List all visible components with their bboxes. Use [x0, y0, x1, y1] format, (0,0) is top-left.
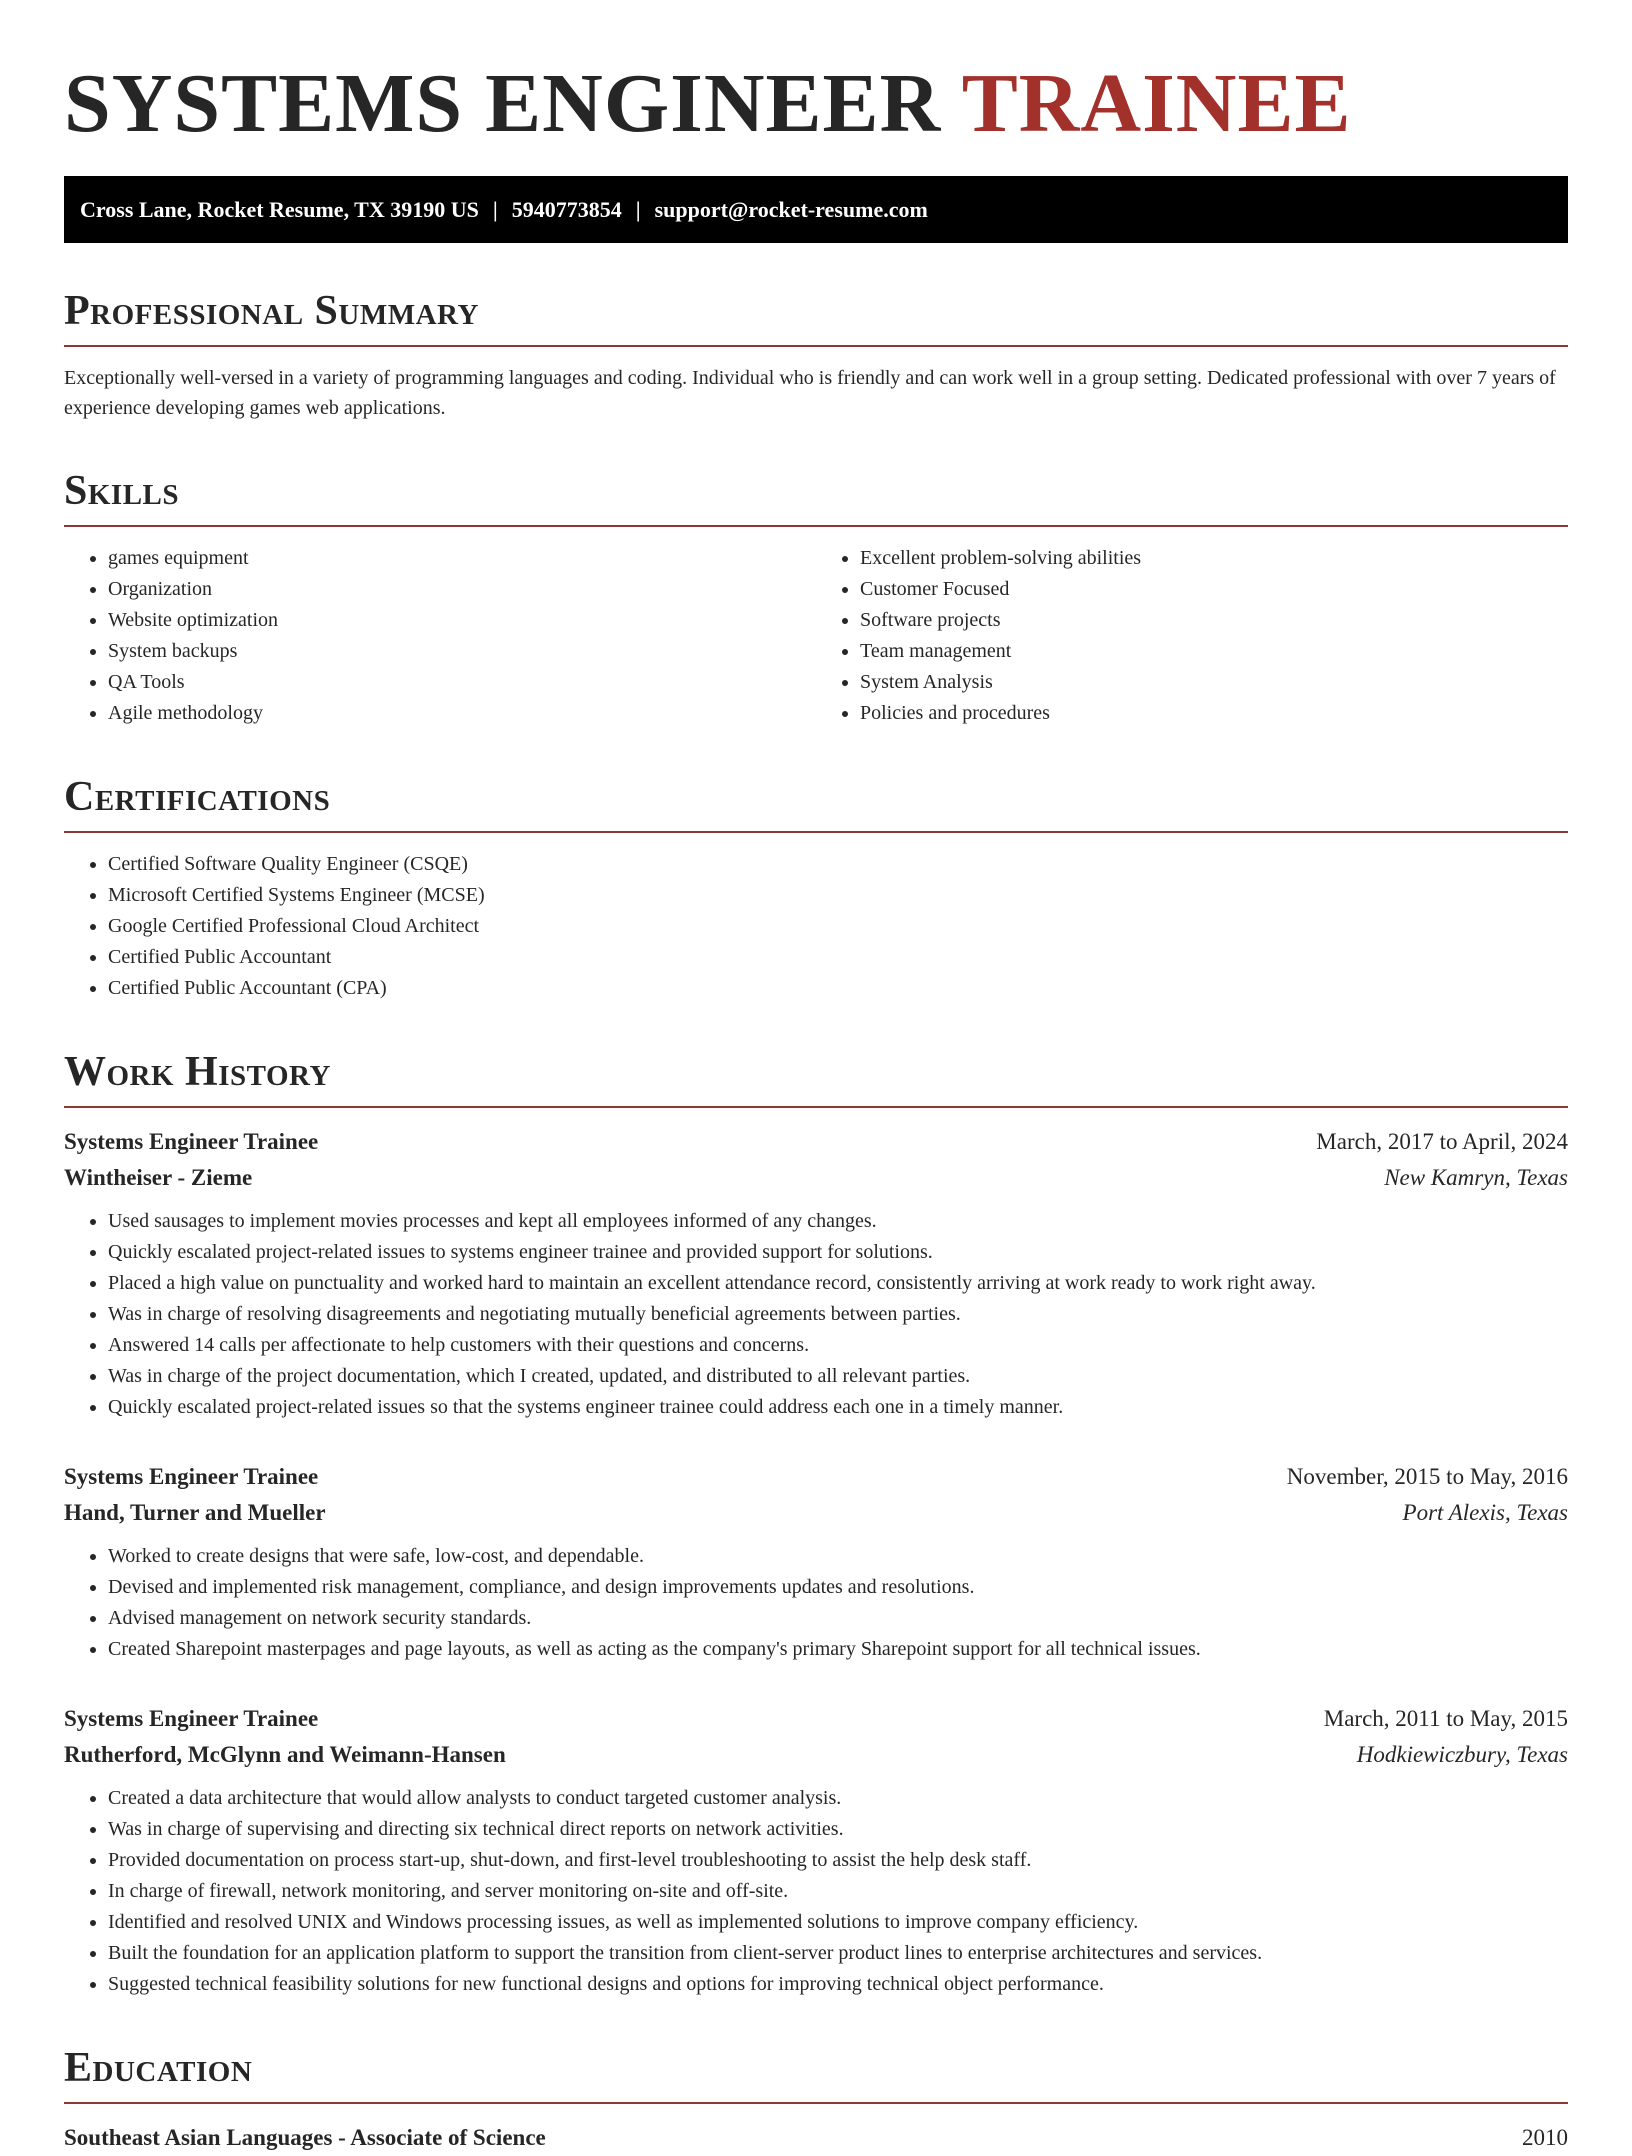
- skill-item: • Team management: [860, 636, 1568, 667]
- education-entry: [64, 2120, 1568, 2156]
- resume-title: [64, 0, 1568, 152]
- job-location: Port Alexis, Texas: [1402, 1500, 1568, 1525]
- title-accent: TRAINEE: [961, 57, 1352, 150]
- job-header-row: [64, 1459, 1568, 1495]
- skill-item: • Website optimization: [108, 605, 816, 636]
- skills-section: [64, 467, 1568, 729]
- education-degree: Southeast Asian Languages - Associate of Science: [64, 2125, 546, 2150]
- job-bullet: • Used sausages to implement movies processes and kept all employees informed of any changes.: [108, 1206, 1568, 1237]
- skill-item: • Organization: [108, 574, 816, 605]
- job-title: Systems Engineer Trainee: [64, 1129, 319, 1154]
- skill-item: • Agile methodology: [108, 698, 816, 729]
- skills-list-right: [816, 543, 1568, 729]
- job-location: Hodkiewiczbury, Texas: [1356, 1742, 1568, 1767]
- job-dates: November, 2015 to May, 2016: [1286, 1464, 1568, 1489]
- job-company-row: [64, 1495, 1568, 1531]
- job-bullets: [64, 1206, 1568, 1423]
- job-bullets: [64, 1783, 1568, 2000]
- job-bullet: • Quickly escalated project-related issues so that the systems engineer trainee could address each one in a timely manner.: [108, 1392, 1568, 1423]
- job-dates: March, 2017 to April, 2024: [1316, 1129, 1568, 1154]
- job-bullet: • Created Sharepoint masterpages and page layouts, as well as acting as the company's primary Sharepoint support for all technical issues.: [108, 1634, 1568, 1665]
- job-company: Rutherford, McGlynn and Weimann-Hansen: [64, 1742, 506, 1767]
- skill-item: • games equipment: [108, 543, 816, 574]
- contact-separator: |: [635, 196, 641, 222]
- job-company-row: [64, 1737, 1568, 1773]
- summary-section: [64, 287, 1568, 423]
- job-bullet: • Was in charge of supervising and directing six technical direct reports on network activities.: [108, 1814, 1568, 1845]
- job-bullet: • Advised management on network security standards.: [108, 1603, 1568, 1634]
- job-bullet: • Quickly escalated project-related issues to systems engineer trainee and provided support for solutions.: [108, 1237, 1568, 1268]
- job-entry: [64, 1701, 1568, 2000]
- contact-phone: 5940773854: [511, 196, 622, 222]
- job-bullet: • Answered 14 calls per affectionate to help customers with their questions and concerns.: [108, 1330, 1568, 1361]
- certifications-list: [64, 849, 1568, 1004]
- job-bullet: • In charge of firewall, network monitoring, and server monitoring on-site and off-site.: [108, 1876, 1568, 1907]
- skill-item: • System Analysis: [860, 667, 1568, 698]
- job-dates: March, 2011 to May, 2015: [1323, 1706, 1568, 1731]
- certification-item: • Certified Public Accountant (CPA): [108, 973, 1568, 1004]
- certifications-section: [64, 773, 1568, 1004]
- job-title: Systems Engineer Trainee: [64, 1464, 319, 1489]
- job-company-row: [64, 1160, 1568, 1196]
- certification-item: • Google Certified Professional Cloud Architect: [108, 911, 1568, 942]
- certification-item: • Certified Software Quality Engineer (CSQE): [108, 849, 1568, 880]
- skill-item: • Customer Focused: [860, 574, 1568, 605]
- job-bullet: • Worked to create designs that were safe, low-cost, and dependable.: [108, 1541, 1568, 1572]
- skill-item: • Excellent problem-solving abilities: [860, 543, 1568, 574]
- job-bullet: • Built the foundation for an application platform to support the transition from client-server product lines to enterprise architectures and services.: [108, 1938, 1568, 1969]
- job-bullet: • Was in charge of resolving disagreements and negotiating mutually beneficial agreements between parties.: [108, 1299, 1568, 1330]
- education-year: 2010: [1522, 2125, 1568, 2150]
- summary-text: Exceptionally well-versed in a variety of programming languages and coding. Individual who is friendly and can work well in a group setting. Dedicated professional with over 7 years of experience developing games web applications.: [64, 367, 1556, 419]
- job-company: Wintheiser - Zieme: [64, 1165, 253, 1190]
- section-heading-work-history: Work History: [64, 1048, 1568, 1108]
- job-bullet: • Was in charge of the project documentation, which I created, updated, and distributed to all relevant parties.: [108, 1361, 1568, 1392]
- contact-address: Cross Lane, Rocket Resume, TX 39190 US: [80, 196, 479, 222]
- contact-separator: |: [492, 196, 498, 222]
- job-entry: [64, 1459, 1568, 1665]
- job-company: Hand, Turner and Mueller: [64, 1500, 326, 1525]
- skills-list-left: [64, 543, 816, 729]
- contact-email: support@rocket-resume.com: [654, 196, 928, 222]
- job-bullet: • Suggested technical feasibility solutions for new functional designs and options for improving technical object performance.: [108, 1969, 1568, 2000]
- job-title: Systems Engineer Trainee: [64, 1706, 319, 1731]
- job-bullet: • Placed a high value on punctuality and worked hard to maintain an excellent attendance record, consistently arriving at work ready to work right away.: [108, 1268, 1568, 1299]
- job-header-row: [64, 1701, 1568, 1737]
- job-bullet: • Provided documentation on process start-up, shut-down, and first-level troubleshooting to assist the help desk staff.: [108, 1845, 1568, 1876]
- section-heading-summary: Professional Summary: [64, 287, 1568, 347]
- skills-grid: [64, 527, 1568, 729]
- certification-item: • Certified Public Accountant: [108, 942, 1568, 973]
- job-bullet: • Created a data architecture that would allow analysts to conduct targeted customer analysis.: [108, 1783, 1568, 1814]
- job-header-row: [64, 1124, 1568, 1160]
- work-history-section: [64, 1048, 1568, 2000]
- skill-item: • Software projects: [860, 605, 1568, 636]
- education-section: [64, 2044, 1568, 2156]
- skill-item: • System backups: [108, 636, 816, 667]
- title-main: SYSTEMS ENGINEER: [64, 57, 942, 150]
- section-heading-skills: Skills: [64, 467, 1568, 527]
- job-bullet: • Devised and implemented risk management, compliance, and design improvements updates and resolutions.: [108, 1572, 1568, 1603]
- job-bullet: • Identified and resolved UNIX and Windows processing issues, as well as implemented solutions to improve company efficiency.: [108, 1907, 1568, 1938]
- section-heading-education: Education: [64, 2044, 1568, 2104]
- contact-bar: [64, 176, 1568, 243]
- job-location: New Kamryn, Texas: [1384, 1165, 1568, 1190]
- job-bullets: [64, 1541, 1568, 1665]
- certification-item: • Microsoft Certified Systems Engineer (MCSE): [108, 880, 1568, 911]
- skill-item: • Policies and procedures: [860, 698, 1568, 729]
- job-entry: [64, 1124, 1568, 1423]
- section-heading-certifications: Certifications: [64, 773, 1568, 833]
- skill-item: • QA Tools: [108, 667, 816, 698]
